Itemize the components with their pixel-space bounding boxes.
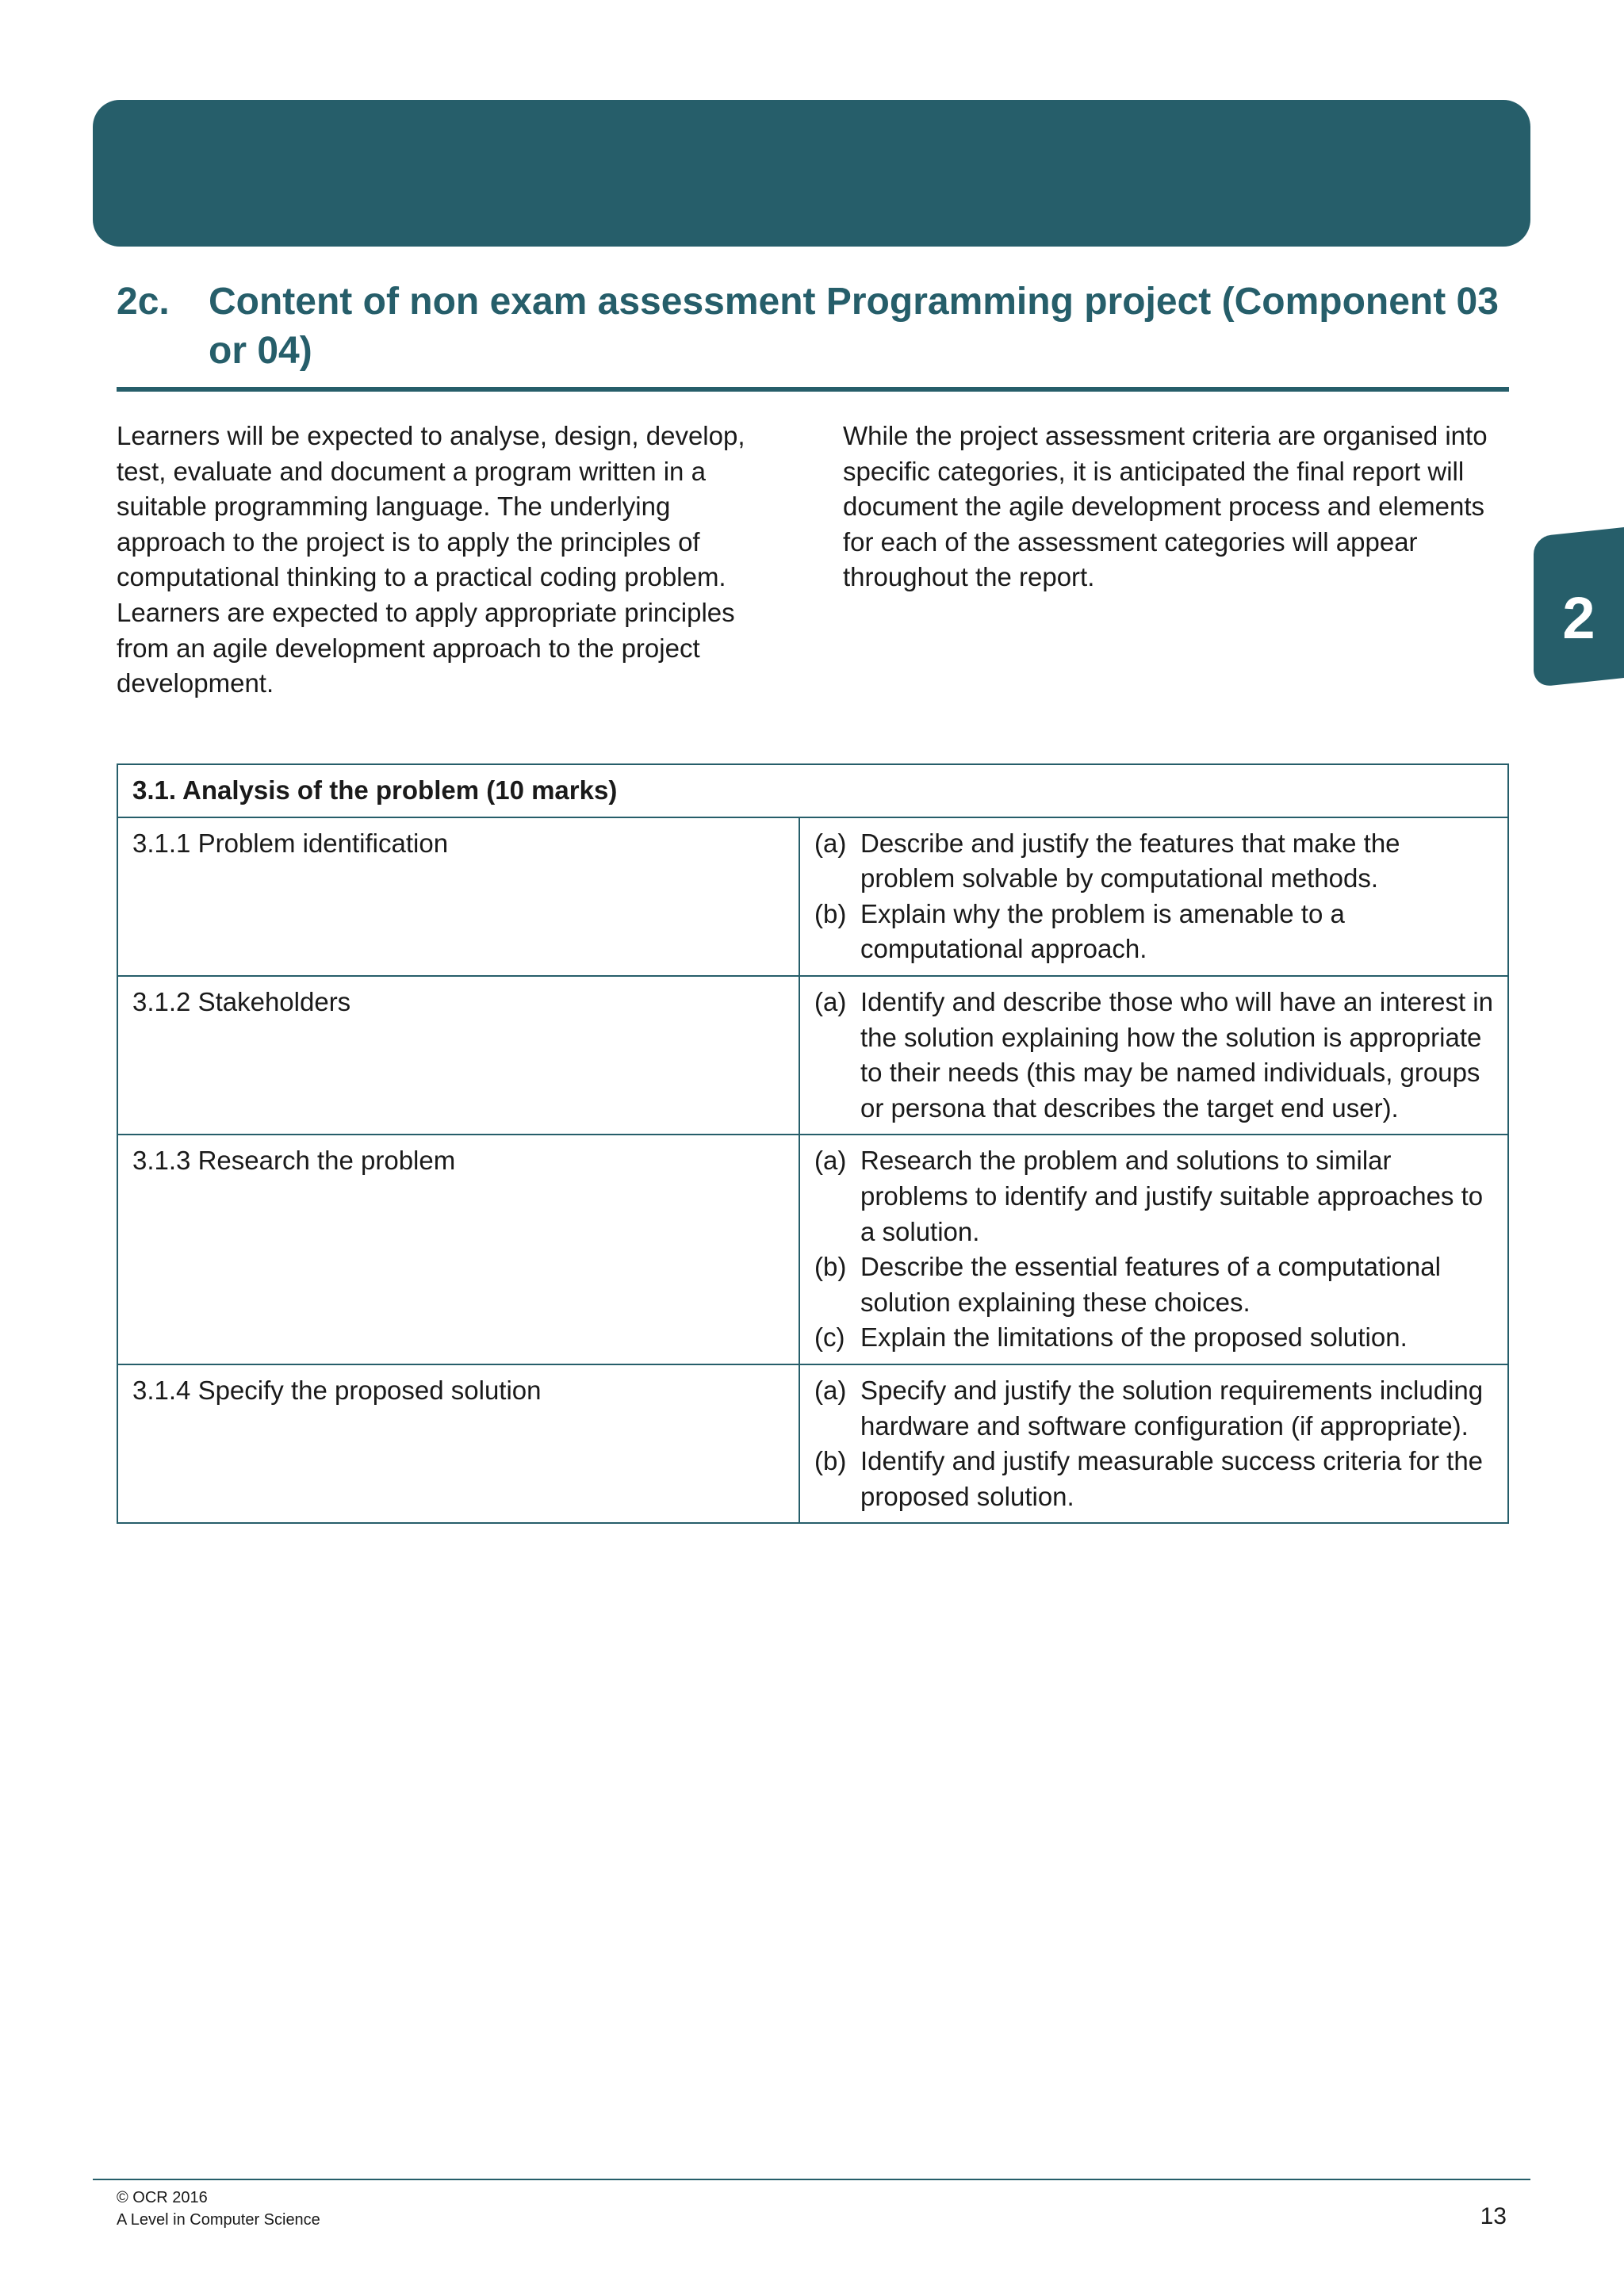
item-marker: (b) bbox=[814, 1446, 847, 1476]
table-heading: 3.1. Analysis of the problem (10 marks) bbox=[117, 764, 1508, 817]
criterion-item bbox=[814, 1249, 1493, 1320]
item-text: Identify and justify measurable success criteria for the proposed solution. bbox=[860, 1446, 1484, 1511]
criterion-item bbox=[814, 897, 1493, 967]
item-text: Specify and justify the solution requirements including hardware and software configuration (if appropriate). bbox=[860, 1375, 1484, 1441]
footer-info bbox=[117, 2187, 320, 2231]
item-text: Explain why the problem is amenable to a computational approach. bbox=[860, 898, 1345, 964]
item-marker: (a) bbox=[814, 1375, 847, 1405]
criterion-details bbox=[799, 1135, 1508, 1364]
item-marker: (c) bbox=[814, 1322, 845, 1353]
header-banner bbox=[93, 100, 1530, 247]
footer-copyright: © OCR 2016 bbox=[117, 2189, 208, 2206]
table-row bbox=[117, 976, 1508, 1135]
item-marker: (b) bbox=[814, 1252, 847, 1282]
page-title: Content of non exam assessment Programming project (Component 03 or 04) bbox=[209, 281, 1499, 372]
item-marker: (a) bbox=[814, 828, 847, 858]
item-text: Describe the essential features of a computational solution explaining these choices. bbox=[860, 1252, 1441, 1317]
criterion-details bbox=[799, 976, 1508, 1135]
section-tab-number: 2 bbox=[1562, 585, 1595, 651]
assessment-criteria-table bbox=[117, 763, 1509, 1524]
table-row bbox=[117, 1135, 1508, 1364]
table-row bbox=[117, 817, 1508, 976]
page-number: 13 bbox=[1480, 2203, 1507, 2229]
table-row bbox=[117, 1364, 1508, 1523]
item-text: Research the problem and solutions to similar problems to identify and justify suitable approaches to a solution. bbox=[860, 1146, 1484, 1246]
criterion-details bbox=[799, 817, 1508, 976]
table-heading-row bbox=[117, 764, 1508, 817]
intro-left-paragraph: Learners will be expected to analyse, design, develop, test, evaluate and document a program written in a suitable programming language. The underlying approach to the project is to apply the principles of computational thinking to a practical coding problem. Learners are expected to apply appropriate principles from an agile development approach to the project development. bbox=[117, 421, 745, 698]
criterion-label: 3.1.2 Stakeholders bbox=[117, 976, 799, 1135]
item-text: Identify and describe those who will have an interest in the solution explaining how the solution is appropriate to their needs (this may be named individuals, groups or persona that describes the target end user). bbox=[860, 986, 1493, 1123]
footer-course: A Level in Computer Science bbox=[117, 2211, 320, 2229]
intro-right-paragraph: While the project assessment criteria are organised into specific categories, it is anticipated the final report will document the agile development process and elements for each of the assessment categories will appear throughout the report. bbox=[843, 421, 1488, 592]
criterion-label: 3.1.1 Problem identification bbox=[117, 817, 799, 976]
item-marker: (a) bbox=[814, 1146, 847, 1176]
criterion-label: 3.1.3 Research the problem bbox=[117, 1135, 799, 1364]
footer-divider bbox=[93, 2179, 1530, 2180]
intro-columns bbox=[117, 419, 1509, 702]
item-marker: (a) bbox=[814, 986, 847, 1016]
item-text: Explain the limitations of the proposed solution. bbox=[860, 1322, 1408, 1353]
section-number: 2c. bbox=[117, 281, 170, 323]
criterion-item bbox=[814, 1143, 1493, 1249]
criterion-item bbox=[814, 1320, 1493, 1356]
criterion-details bbox=[799, 1364, 1508, 1523]
criterion-label: 3.1.4 Specify the proposed solution bbox=[117, 1364, 799, 1523]
criterion-item bbox=[814, 826, 1493, 897]
item-marker: (b) bbox=[814, 898, 847, 928]
section-heading bbox=[117, 277, 1509, 392]
criterion-item bbox=[814, 1444, 1493, 1514]
criterion-item bbox=[814, 985, 1493, 1126]
criterion-item bbox=[814, 1373, 1493, 1444]
item-text: Describe and justify the features that make the problem solvable by computational methods. bbox=[860, 828, 1400, 894]
